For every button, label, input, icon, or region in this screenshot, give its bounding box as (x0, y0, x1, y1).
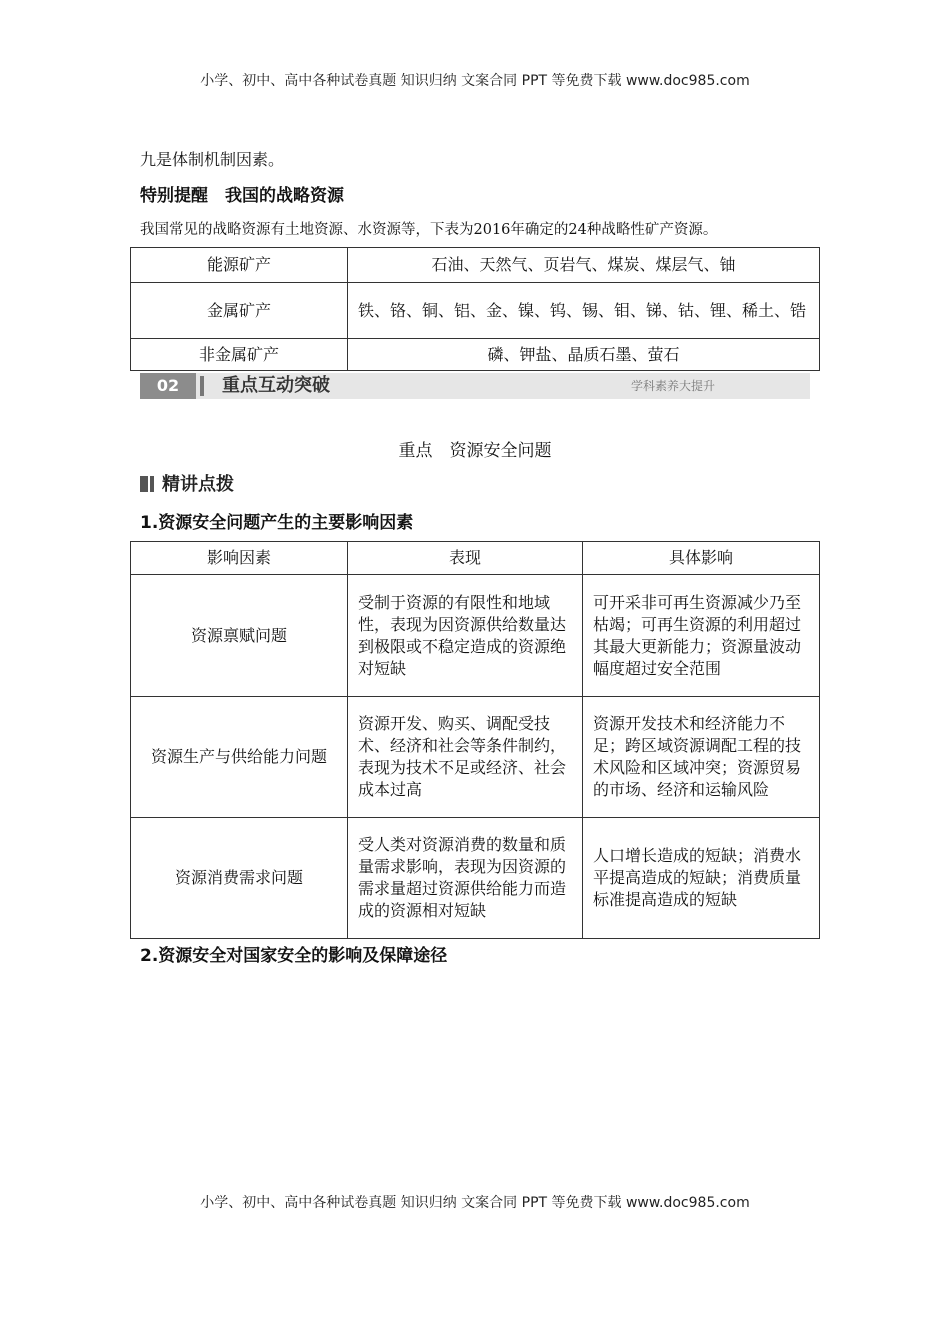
banner-divider (200, 376, 204, 396)
banner-number: 02 (140, 373, 196, 399)
column-header: 影响因素 (131, 542, 348, 575)
table-row (131, 248, 820, 283)
mineral-items: 磷、钾盐、晶质石墨、萤石 (348, 339, 820, 371)
mineral-items: 石油、天然气、页岩气、煤炭、煤层气、铀 (348, 248, 820, 283)
mineral-category: 非金属矿产 (131, 339, 348, 371)
mineral-items: 铁、铬、铜、铝、金、镍、钨、锡、钼、锑、钴、锂、稀土、锆 (348, 283, 820, 339)
table-row (131, 339, 820, 371)
table-row (131, 283, 820, 339)
mineral-category: 金属矿产 (131, 283, 348, 339)
focus-title: 重点 资源安全问题 (398, 441, 552, 461)
section-label (140, 470, 234, 496)
performance-cell: 资源开发、购买、调配受技术、经济和社会等条件制约，表现为技术不足或经济、社会成本过高 (348, 697, 583, 818)
section-marker-icon (150, 476, 154, 492)
section-banner (140, 373, 810, 399)
banner-title: 重点互动突破 (222, 375, 330, 396)
minerals-table (130, 247, 820, 371)
banner-subtitle: 学科素养大提升 (630, 379, 715, 393)
impact-cell: 资源开发技术和经济能力不足；跨区域资源调配工程的技术风险和区域冲突；资源贸易的市场、经济和运输风险 (583, 697, 820, 818)
table-row (131, 818, 820, 939)
page-footer: 小学、初中、高中各种试卷真题 知识归纳 文案合同 PPT 等免费下载 www.doc985.com (200, 1195, 750, 1211)
impact-cell: 人口增长造成的短缺；消费水平提高造成的短缺；消费质量标准提高造成的短缺 (583, 818, 820, 939)
table-row (131, 575, 820, 697)
factor-cell: 资源生产与供给能力问题 (131, 697, 348, 818)
remind-heading: 特别提醒 我国的战略资源 (140, 186, 344, 206)
intro-line: 九是体制机制因素。 (140, 150, 285, 169)
factor-cell: 资源禀赋问题 (131, 575, 348, 697)
heading-1: 1.资源安全问题产生的主要影响因素 (140, 513, 414, 533)
column-header: 具体影响 (583, 542, 820, 575)
page-header: 小学、初中、高中各种试卷真题 知识归纳 文案合同 PPT 等免费下载 www.doc985.com (200, 73, 750, 89)
heading-2: 2.资源安全对国家安全的影响及保障途径 (140, 946, 448, 966)
table-header-row (131, 542, 820, 575)
factors-table (130, 541, 820, 939)
table-row (131, 697, 820, 818)
impact-cell: 可开采非可再生资源减少乃至枯竭；可再生资源的利用超过其最大更新能力；资源量波动幅度超过安全范围 (583, 575, 820, 697)
section-marker-icon (140, 476, 148, 492)
column-header: 表现 (348, 542, 583, 575)
section-label-text: 精讲点拨 (162, 474, 234, 495)
remind-text: 我国常见的战略资源有土地资源、水资源等，下表为2016年确定的24种战略性矿产资源。 (140, 222, 718, 238)
mineral-category: 能源矿产 (131, 248, 348, 283)
performance-cell: 受制于资源的有限性和地域性，表现为因资源供给数量达到极限或不稳定造成的资源绝对短缺 (348, 575, 583, 697)
performance-cell: 受人类对资源消费的数量和质量需求影响，表现为因资源的需求量超过资源供给能力而造成的资源相对短缺 (348, 818, 583, 939)
factor-cell: 资源消费需求问题 (131, 818, 348, 939)
